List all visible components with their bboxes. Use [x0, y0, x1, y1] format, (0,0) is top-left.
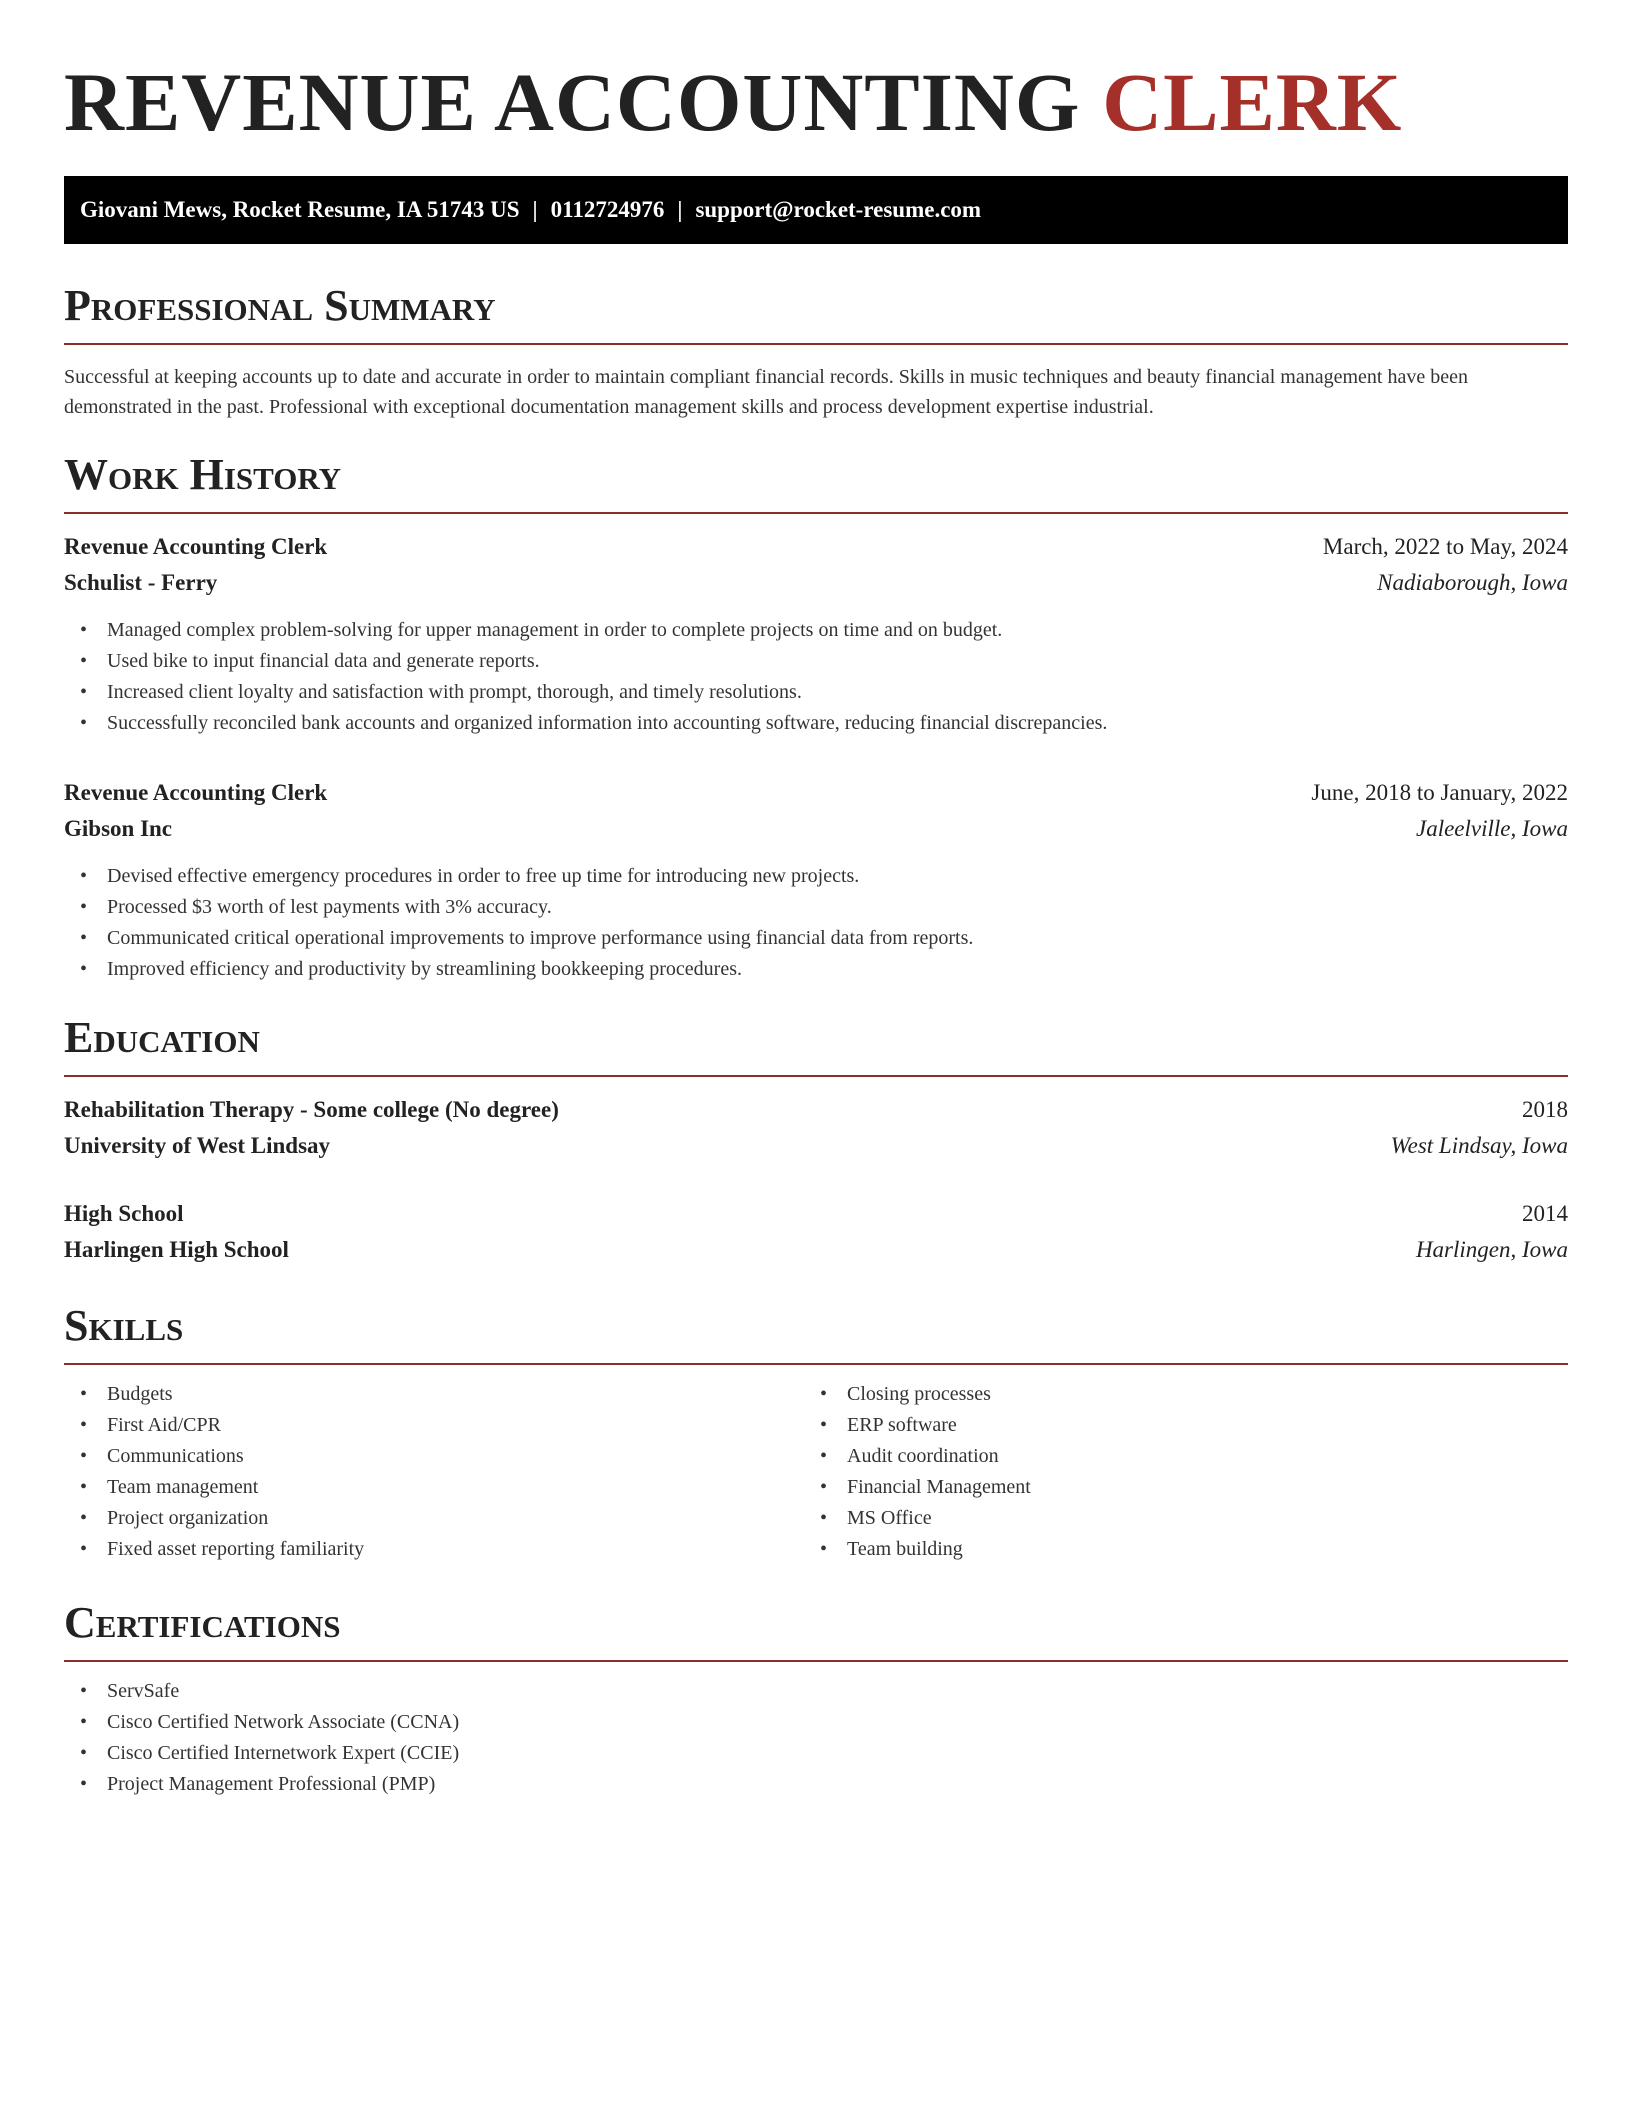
education-school: Harlingen High School	[64, 1237, 289, 1262]
section-heading-skills: Skills	[64, 1301, 184, 1350]
list-item: • Budgets	[64, 1379, 804, 1410]
list-item: • MS Office	[804, 1503, 1568, 1534]
list-item: • ERP software	[804, 1410, 1568, 1441]
job-location: Nadiaborough, Iowa	[1377, 570, 1568, 595]
list-item: • Communications	[64, 1441, 804, 1472]
list-item: • Cisco Certified Network Associate (CCNA)	[64, 1707, 1568, 1738]
section-heading-summary: Professional Summary	[64, 281, 496, 330]
education-year: 2018	[1522, 1097, 1568, 1122]
contact-address: Giovani Mews, Rocket Resume, IA 51743 US	[80, 197, 520, 222]
skills-section	[64, 1298, 1568, 1565]
education-entry	[64, 1092, 1568, 1164]
list-item: • Closing processes	[804, 1379, 1568, 1410]
education-school: University of West Lindsay	[64, 1133, 331, 1158]
list-item: • Team building	[804, 1534, 1568, 1565]
work-history-section	[64, 447, 1568, 985]
skills-grid	[64, 1379, 1568, 1565]
job-company: Schulist - Ferry	[64, 570, 218, 595]
list-item: • Devised effective emergency procedures in order to free up time for introducing new projects.	[64, 861, 1568, 892]
section-divider	[64, 512, 1568, 514]
education-section	[64, 1010, 1568, 1268]
education-degree: High School	[64, 1201, 184, 1226]
job-bullets	[64, 615, 1568, 739]
education-entry	[64, 1196, 1568, 1268]
skills-column-2	[804, 1379, 1568, 1565]
list-item: • Used bike to input financial data and generate reports.	[64, 646, 1568, 677]
job-entry	[64, 529, 1568, 739]
job-title: Revenue Accounting Clerk	[64, 780, 328, 805]
certifications-section	[64, 1595, 1568, 1800]
contact-bar	[64, 176, 1568, 244]
job-dates: June, 2018 to January, 2022	[1311, 780, 1568, 805]
education-year: 2014	[1522, 1201, 1568, 1226]
section-divider	[64, 343, 1568, 345]
list-item: • Processed $3 worth of lest payments with 3% accuracy.	[64, 892, 1568, 923]
summary-text: Successful at keeping accounts up to date and accurate in order to maintain compliant financial records. Skills in music techniques and beauty financial management have been demonstrated in the past. Professional with exceptional documentation management skills and process development expertise industrial.	[64, 366, 1468, 418]
section-heading-certifications: Certifications	[64, 1598, 341, 1647]
education-location: Harlingen, Iowa	[1415, 1237, 1568, 1262]
list-item: • Team management	[64, 1472, 804, 1503]
job-bullets	[64, 861, 1568, 985]
contact-phone: 0112724976	[550, 197, 665, 222]
summary-section	[64, 278, 1568, 422]
job-title: Revenue Accounting Clerk	[64, 534, 328, 559]
list-item: • First Aid/CPR	[64, 1410, 804, 1441]
list-item: • Audit coordination	[804, 1441, 1568, 1472]
list-item: • Successfully reconciled bank accounts and organized information into accounting software, reducing financial discrepancies.	[64, 708, 1568, 739]
list-item: • Project organization	[64, 1503, 804, 1534]
title-main: REVENUE ACCOUNTING	[64, 56, 1103, 148]
list-item: • Improved efficiency and productivity by streamlining bookkeeping procedures.	[64, 954, 1568, 985]
list-item: • Financial Management	[804, 1472, 1568, 1503]
contact-separator: |	[677, 197, 683, 222]
job-location: Jaleelville, Iowa	[1416, 816, 1568, 841]
certifications-list	[64, 1676, 1568, 1800]
list-item: • Communicated critical operational improvements to improve performance using financial data from reports.	[64, 923, 1568, 954]
list-item: • Cisco Certified Internetwork Expert (CCIE)	[64, 1738, 1568, 1769]
skills-column-1	[64, 1379, 804, 1565]
job-entry	[64, 775, 1568, 985]
job-dates: March, 2022 to May, 2024	[1322, 534, 1568, 559]
list-item: • Project Management Professional (PMP)	[64, 1769, 1568, 1800]
job-company: Gibson Inc	[64, 816, 173, 841]
list-item: • ServSafe	[64, 1676, 1568, 1707]
section-heading-education: Education	[64, 1013, 260, 1062]
list-item: • Managed complex problem-solving for upper management in order to complete projects on time and on budget.	[64, 615, 1568, 646]
contact-email: support@rocket-resume.com	[695, 197, 982, 222]
education-degree: Rehabilitation Therapy - Some college (No degree)	[64, 1097, 559, 1122]
section-divider	[64, 1363, 1568, 1365]
resume-title	[64, 52, 1568, 152]
section-divider	[64, 1660, 1568, 1662]
list-item: • Fixed asset reporting familiarity	[64, 1534, 804, 1565]
resume-page	[64, 0, 1568, 1800]
list-item: • Increased client loyalty and satisfaction with prompt, thorough, and timely resolutions.	[64, 677, 1568, 708]
title-accent: CLERK	[1102, 56, 1403, 148]
section-heading-work: Work History	[64, 450, 342, 499]
section-divider	[64, 1075, 1568, 1077]
education-location: West Lindsay, Iowa	[1390, 1133, 1568, 1158]
contact-separator: |	[532, 197, 538, 222]
